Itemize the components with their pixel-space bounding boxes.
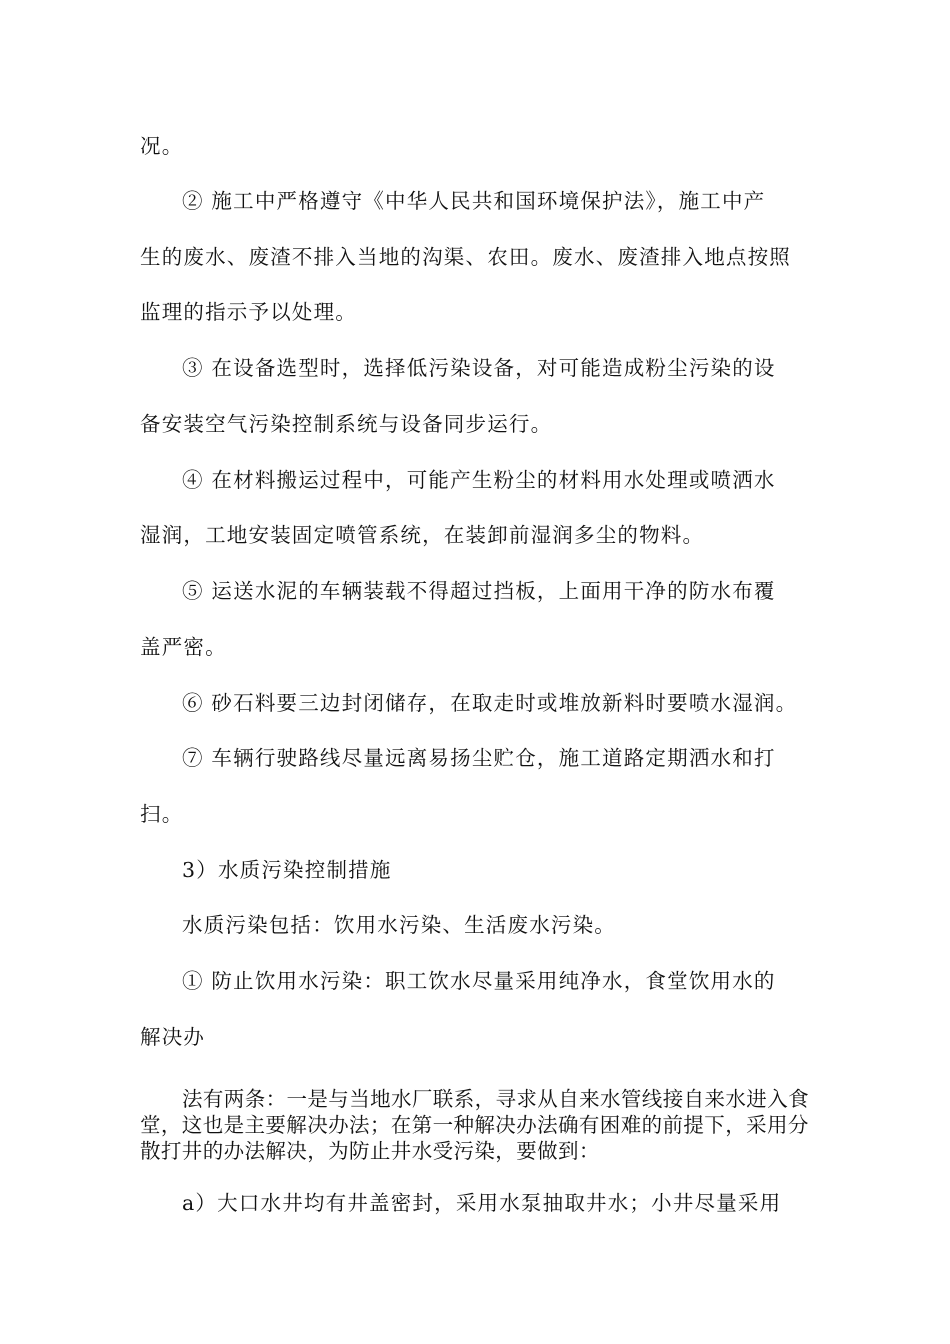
text-line-16: ① 防止饮用水污染：职工饮水尽量采用纯净水，食堂饮用水的 (182, 969, 776, 993)
paragraph-water-supply: 法有两条：一是与当地水厂联系，寻求从自来水管线接自来水进入食堂，这也是主要解决办法；在第一种解决办法确有困难的前提下，采用分散打井的办法解决，为防止井水受污染，要做到： (140, 1087, 809, 1163)
text-line-8: 湿润，工地安装固定喷管系统，在装卸前湿润多尘的物料。 (140, 523, 705, 547)
text-line-3: 生的废水、废渣不排入当地的沟渠、农田。废水、废渣排入地点按照 (140, 245, 791, 269)
text-line-4: 监理的指示予以处理。 (140, 300, 357, 324)
text-line-10: 盖严密。 (140, 635, 227, 659)
text-line-2: ② 施工中严格遵守《中华人民共和国环境保护法》，施工中产 (182, 189, 766, 213)
text-line-11: ⑥ 砂石料要三边封闭储存，在取走时或堆放新料时要喷水湿润。 (182, 691, 798, 715)
section-heading: 3）水质污染控制措施 (182, 858, 392, 882)
text-line-13: 扫。 (140, 802, 184, 826)
text-line-6: 备安装空气污染控制系统与设备同步运行。 (140, 412, 553, 436)
text-line-12: ⑦ 车辆行驶路线尽量远离易扬尘贮仓，施工道路定期洒水和打 (182, 746, 776, 770)
text-line-1: 况。 (140, 134, 184, 158)
text-line-7: ④ 在材料搬运过程中，可能产生粉尘的材料用水处理或喷洒水 (182, 468, 776, 492)
text-line-5: ③ 在设备选型时，选择低污染设备，对可能造成粉尘污染的设 (182, 356, 776, 380)
text-line-15: 水质污染包括：饮用水污染、生活废水污染。 (182, 913, 616, 937)
text-line-17: 解决办 (140, 1025, 206, 1049)
text-line-9: ⑤ 运送水泥的车辆装载不得超过挡板，上面用干净的防水布覆 (182, 579, 776, 603)
text-line-19: a）大口水井均有井盖密封，采用水泵抽取井水；小井尽量采用 (182, 1191, 782, 1215)
